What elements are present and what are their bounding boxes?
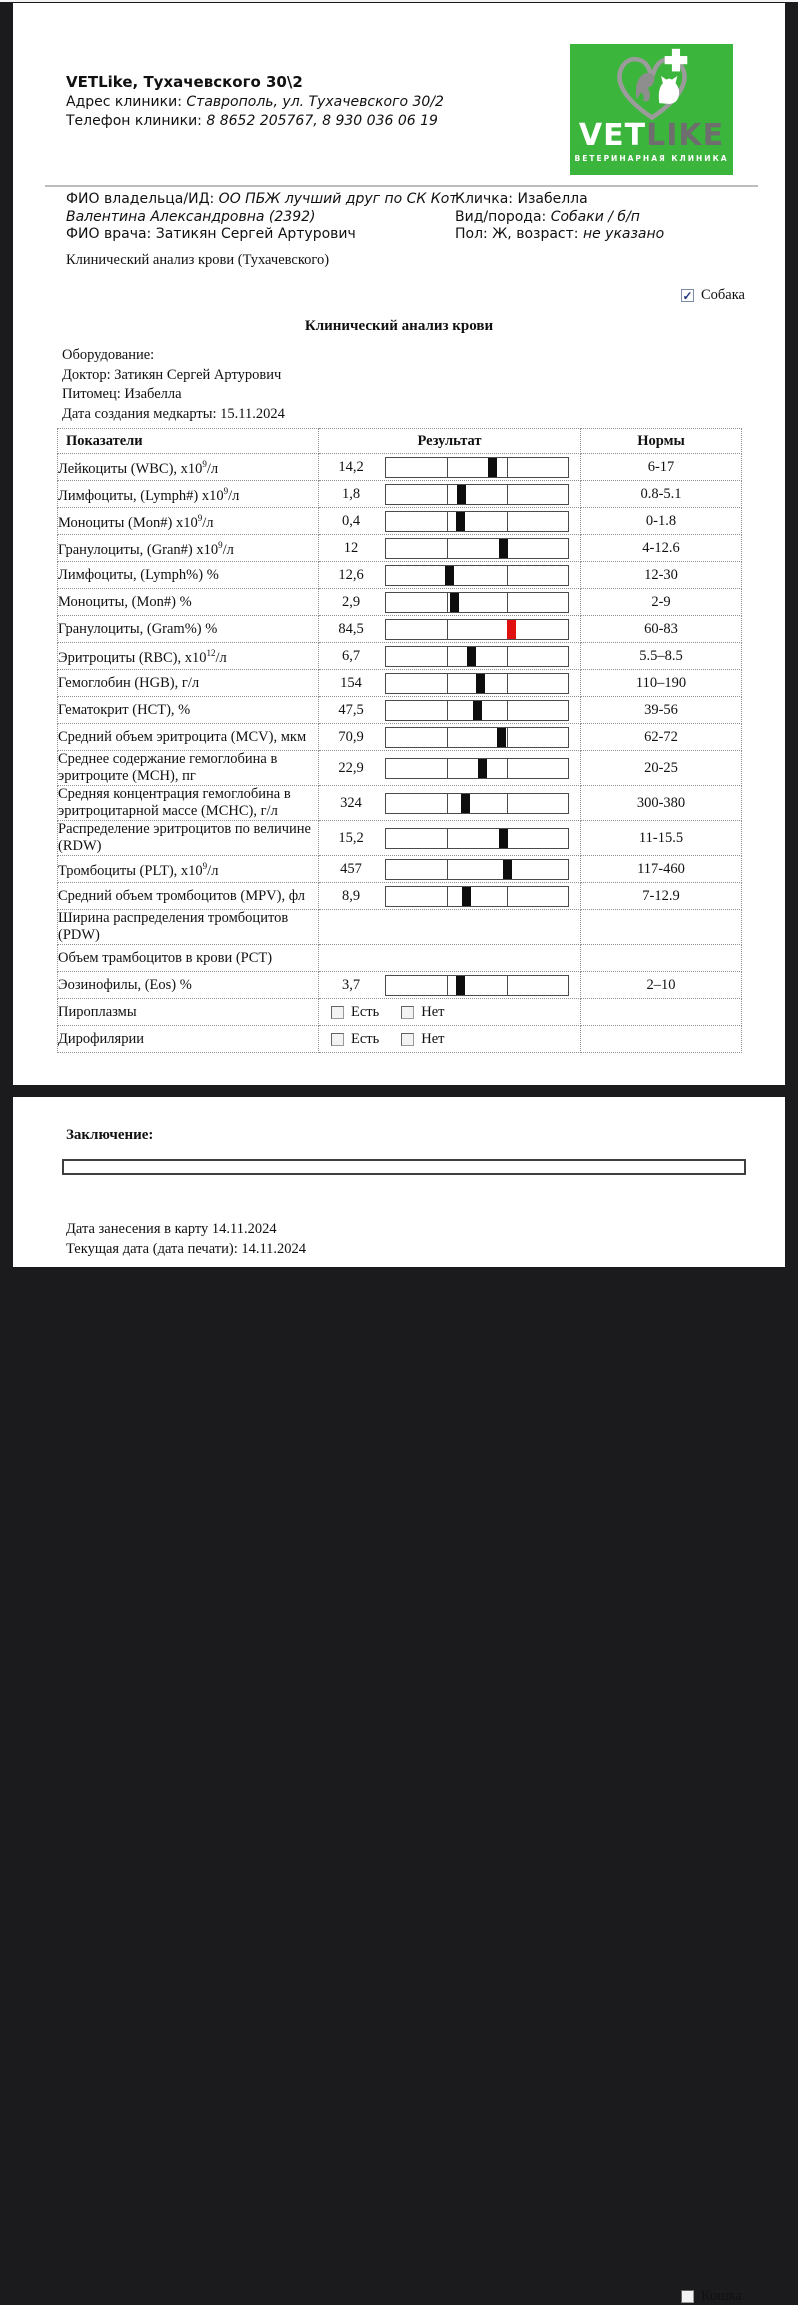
clinic-logo <box>570 44 733 175</box>
range-divider <box>447 976 448 995</box>
value-marker <box>499 829 508 848</box>
clinic-phone-value: 8 8652 205767, 8 930 036 06 19 <box>206 113 438 129</box>
table-row <box>58 1026 742 1053</box>
cat-checkbox-row <box>681 2288 742 2305</box>
pet-info-block <box>455 191 755 244</box>
value-marker <box>462 887 471 906</box>
clinic-address-value: Ставрополь, ул. Тухачевского 30/2 <box>186 94 444 110</box>
range-divider <box>447 512 448 531</box>
check-icon: ✓ <box>682 288 693 303</box>
report-name: Клинический анализ крови (Тухачевского) <box>66 252 330 268</box>
header-result: Результат <box>319 429 581 454</box>
nickname-value: Изабелла <box>517 191 588 207</box>
pet-nickname-line <box>455 191 755 209</box>
result-cell <box>319 481 581 508</box>
value-marker <box>450 593 459 612</box>
range-divider <box>447 539 448 558</box>
table-row <box>58 481 742 508</box>
sex-label: Пол: <box>455 226 488 242</box>
norm-value: 11-15.5 <box>581 821 742 856</box>
norm-value <box>581 999 742 1026</box>
result-checkbox[interactable] <box>401 1006 414 1019</box>
report-meta <box>62 346 285 424</box>
result-value: 47,5 <box>338 701 364 718</box>
range-divider <box>507 759 508 778</box>
age-value: не указано <box>582 226 665 242</box>
result-cell <box>319 535 581 562</box>
conclusion-input[interactable] <box>62 1159 746 1175</box>
range-divider <box>507 512 508 531</box>
range-divider <box>507 458 508 477</box>
norm-value: 0.8-5.1 <box>581 481 742 508</box>
param-label: Эозинофилы, (Eos) % <box>58 972 319 999</box>
result-value: 3,7 <box>341 976 361 993</box>
table-row <box>58 562 742 589</box>
results-table <box>57 428 742 1053</box>
param-label: Гематокрит (HCT), % <box>58 697 319 724</box>
range-divider <box>507 485 508 504</box>
result-cell <box>319 616 581 643</box>
param-label: Дирофилярии <box>58 1026 319 1053</box>
value-marker <box>478 759 487 778</box>
result-checkbox-label: Нет <box>421 1003 445 1020</box>
norm-value: 4-12.6 <box>581 535 742 562</box>
param-label: Моноциты, (Mon#) % <box>58 589 319 616</box>
sex-value: Ж, возраст: <box>492 226 579 242</box>
result-checkbox-label: Есть <box>351 1030 380 1047</box>
range-divider <box>507 794 508 813</box>
range-bar <box>385 859 569 880</box>
param-label: Среднее содержание гемоглобина в эритроците (MCH), пг <box>58 751 319 786</box>
norm-value: 7-12.9 <box>581 883 742 910</box>
norm-value: 5.5–8.5 <box>581 643 742 670</box>
range-divider <box>507 976 508 995</box>
table-row <box>58 821 742 856</box>
result-checkbox-label: Есть <box>351 1003 380 1020</box>
result-cell <box>319 643 581 670</box>
table-row <box>58 724 742 751</box>
range-divider <box>507 566 508 585</box>
table-row <box>58 856 742 883</box>
result-value: 12,6 <box>338 566 364 583</box>
table-row <box>58 697 742 724</box>
range-divider <box>447 620 448 639</box>
logo-brand <box>578 118 725 153</box>
species-value: Собаки / б/п <box>550 208 640 225</box>
result-cell <box>319 724 581 751</box>
value-marker <box>457 485 466 504</box>
result-cell <box>319 856 581 883</box>
param-label: Ширина распределения тромбоцитов (PDW) <box>58 910 319 945</box>
value-marker <box>456 512 465 531</box>
range-divider <box>507 728 508 747</box>
range-bar <box>385 538 569 559</box>
dog-checkbox[interactable] <box>681 289 694 302</box>
logo-heart-pets-icon <box>606 47 698 123</box>
range-divider <box>447 593 448 612</box>
result-cell <box>319 697 581 724</box>
table-row <box>58 508 742 535</box>
result-cell <box>319 883 581 910</box>
range-divider <box>447 887 448 906</box>
meta-doctor: Доктор: Затикян Сергей Артурович <box>62 366 282 383</box>
param-label: Средний объем эритроцита (MCV), мкм <box>58 724 319 751</box>
table-row <box>58 751 742 786</box>
norm-value <box>581 945 742 972</box>
result-value: 154 <box>340 674 362 691</box>
result-cell <box>319 821 581 856</box>
nickname-label: Кличка: <box>455 191 514 207</box>
norm-value: 12-30 <box>581 562 742 589</box>
table-row <box>58 910 742 945</box>
norm-value: 0-1.8 <box>581 508 742 535</box>
result-cell <box>319 786 581 821</box>
param-label: Пироплазмы <box>58 999 319 1026</box>
param-label: Гранулоциты, (Gran#) $x10^9/л$ <box>58 535 319 562</box>
header-parameters: Показатели <box>58 429 319 454</box>
range-divider <box>447 458 448 477</box>
range-bar <box>385 975 569 996</box>
result-cell <box>319 945 581 972</box>
norm-value: 60-83 <box>581 616 742 643</box>
date-printed: Текущая дата (дата печати): 14.11.2024 <box>66 1241 307 1257</box>
meta-pet: Питомец: Изабелла <box>62 386 182 402</box>
norm-value: 2–10 <box>581 972 742 999</box>
range-divider <box>507 887 508 906</box>
table-row <box>58 883 742 910</box>
table-row <box>58 454 742 481</box>
table-row <box>58 643 742 670</box>
result-value: 6,7 <box>341 647 361 664</box>
table-row <box>58 786 742 821</box>
doctor-label: ФИО врача: <box>66 226 152 242</box>
range-bar <box>385 484 569 505</box>
result-cell <box>319 910 581 945</box>
result-value: 457 <box>340 860 362 877</box>
value-marker <box>467 647 476 666</box>
logo-brand-like: LIKE <box>646 118 725 153</box>
cat-checkbox-label: Кошка <box>701 2288 742 2304</box>
param-label: Лейкоциты (WBC), $x10^9/л$ <box>58 454 319 481</box>
owner-label: ФИО владельца/ИД: <box>66 191 215 207</box>
result-cell <box>319 454 581 481</box>
result-cell <box>319 508 581 535</box>
range-divider <box>447 759 448 778</box>
result-value: 14,2 <box>338 458 364 475</box>
range-divider <box>447 647 448 666</box>
range-divider <box>447 701 448 720</box>
norm-value: 39-56 <box>581 697 742 724</box>
range-bar <box>385 673 569 694</box>
pet-species-line <box>455 209 755 227</box>
dog-checkbox-row <box>681 287 745 304</box>
pet-sex-line <box>455 226 755 244</box>
report-title: Клинический анализ крови <box>304 318 494 334</box>
table-row <box>58 589 742 616</box>
range-divider <box>447 794 448 813</box>
param-label: Лимфоциты, (Lymph#) $x10^9/л$ <box>58 481 319 508</box>
range-bar <box>385 457 569 478</box>
result-cell <box>319 670 581 697</box>
value-marker <box>503 860 512 879</box>
table-row <box>58 972 742 999</box>
param-label: Объем трамбоцитов в крови (PCT) <box>58 945 319 972</box>
range-divider <box>447 485 448 504</box>
dates-block <box>66 1219 306 1259</box>
range-divider <box>447 674 448 693</box>
meta-card-date: Дата создания медкарты: 15.11.2024 <box>62 405 285 422</box>
result-checkbox[interactable] <box>331 1033 344 1046</box>
result-cell <box>319 972 581 999</box>
value-marker <box>473 701 482 720</box>
clinic-address-line <box>66 94 444 110</box>
owner-value: ОО ПБЖ лучший друг по СК Кот Валентина Александровна (2392) <box>66 191 458 225</box>
clinic-phone-label: Телефон клиники: <box>66 113 202 129</box>
value-marker <box>507 620 516 639</box>
range-divider <box>447 829 448 848</box>
clinic-phone-line <box>66 113 438 129</box>
range-bar <box>385 727 569 748</box>
range-bar <box>385 758 569 779</box>
param-label: Эритроциты (RBC), $x10^{12}/л$ <box>58 643 319 670</box>
doctor-value: Затикян Сергей Артурович <box>155 226 356 242</box>
result-value: 12 <box>343 539 359 556</box>
logo-tagline: ВЕТЕРИНАРНАЯ КЛИНИКА <box>574 154 729 163</box>
header-norms: Нормы <box>581 429 742 454</box>
result-value: 15,2 <box>338 829 364 846</box>
table-header-row <box>58 429 742 454</box>
value-marker <box>499 539 508 558</box>
range-bar <box>385 700 569 721</box>
param-label: Тромбоциты (PLT), $x10^9/л$ <box>58 856 319 883</box>
range-divider <box>507 647 508 666</box>
value-marker <box>476 674 485 693</box>
value-marker <box>461 794 470 813</box>
conclusion-label: Заключение: <box>66 1127 154 1143</box>
dog-checkbox-label: Собака <box>701 287 745 303</box>
result-value: 70,9 <box>338 728 364 745</box>
range-divider <box>507 674 508 693</box>
result-value: 324 <box>340 794 362 811</box>
table-row <box>58 616 742 643</box>
result-cell <box>319 999 581 1026</box>
result-cell <box>319 589 581 616</box>
species-label: Вид/порода: <box>455 208 547 225</box>
result-value: 2,9 <box>341 593 361 610</box>
param-label: Гемоглобин (HGB), г/л <box>58 670 319 697</box>
range-bar <box>385 828 569 849</box>
table-row <box>58 535 742 562</box>
conclusion-page <box>13 1097 785 2304</box>
norm-value: 6-17 <box>581 454 742 481</box>
range-bar <box>385 592 569 613</box>
norm-value: 300-380 <box>581 786 742 821</box>
norm-value: 62-72 <box>581 724 742 751</box>
norm-value <box>581 910 742 945</box>
header-separator <box>45 185 758 187</box>
clinic-name: VETLike, Тухачевского 30\2 <box>66 73 303 91</box>
table-row <box>58 999 742 1026</box>
norm-value <box>581 1026 742 1053</box>
range-divider <box>507 593 508 612</box>
value-marker <box>456 976 465 995</box>
value-marker <box>497 728 506 747</box>
report-page <box>13 3 785 1085</box>
value-marker <box>445 566 454 585</box>
logo-brand-vet: VET <box>578 118 647 153</box>
result-cell <box>319 751 581 786</box>
param-label: Распределение эритроцитов по величине (RDW) <box>58 821 319 856</box>
result-value: 1,8 <box>341 485 361 502</box>
result-cell <box>319 562 581 589</box>
table-row <box>58 670 742 697</box>
result-value: 84,5 <box>338 620 364 637</box>
range-divider <box>447 860 448 879</box>
result-checkbox[interactable] <box>401 1033 414 1046</box>
range-bar <box>385 565 569 586</box>
result-cell <box>319 1026 581 1053</box>
owner-info-block <box>66 191 458 244</box>
norm-value: 2-9 <box>581 589 742 616</box>
param-label: Лимфоциты, (Lymph%) % <box>58 562 319 589</box>
param-label: Средний объем тромбоцитов (MPV), фл <box>58 883 319 910</box>
result-value: 0,4 <box>341 512 361 529</box>
result-value: 8,9 <box>341 887 361 904</box>
range-bar <box>385 511 569 532</box>
range-bar <box>385 646 569 667</box>
meta-equipment: Оборудование: <box>62 347 155 363</box>
range-divider <box>447 728 448 747</box>
result-checkbox[interactable] <box>331 1006 344 1019</box>
value-marker <box>488 458 497 477</box>
param-label: Средняя концентрация гемоглобина в эритроцитарной массе (MCHC), г/л <box>58 786 319 821</box>
norm-value: 117-460 <box>581 856 742 883</box>
table-row <box>58 945 742 972</box>
range-bar <box>385 886 569 907</box>
range-bar <box>385 619 569 640</box>
norm-value: 20-25 <box>581 751 742 786</box>
result-value: 22,9 <box>338 759 364 776</box>
top-strip <box>0 0 798 2</box>
cat-checkbox[interactable] <box>681 2290 694 2303</box>
range-divider <box>507 701 508 720</box>
range-bar <box>385 793 569 814</box>
norm-value: 110–190 <box>581 670 742 697</box>
param-label: Моноциты (Mon#) $x10^9/л$ <box>58 508 319 535</box>
result-checkbox-label: Нет <box>421 1030 445 1047</box>
clinic-address-label: Адрес клиники: <box>66 94 182 110</box>
date-entered: Дата занесения в карту 14.11.2024 <box>66 1221 277 1237</box>
param-label: Гранулоциты, (Gram%) % <box>58 616 319 643</box>
